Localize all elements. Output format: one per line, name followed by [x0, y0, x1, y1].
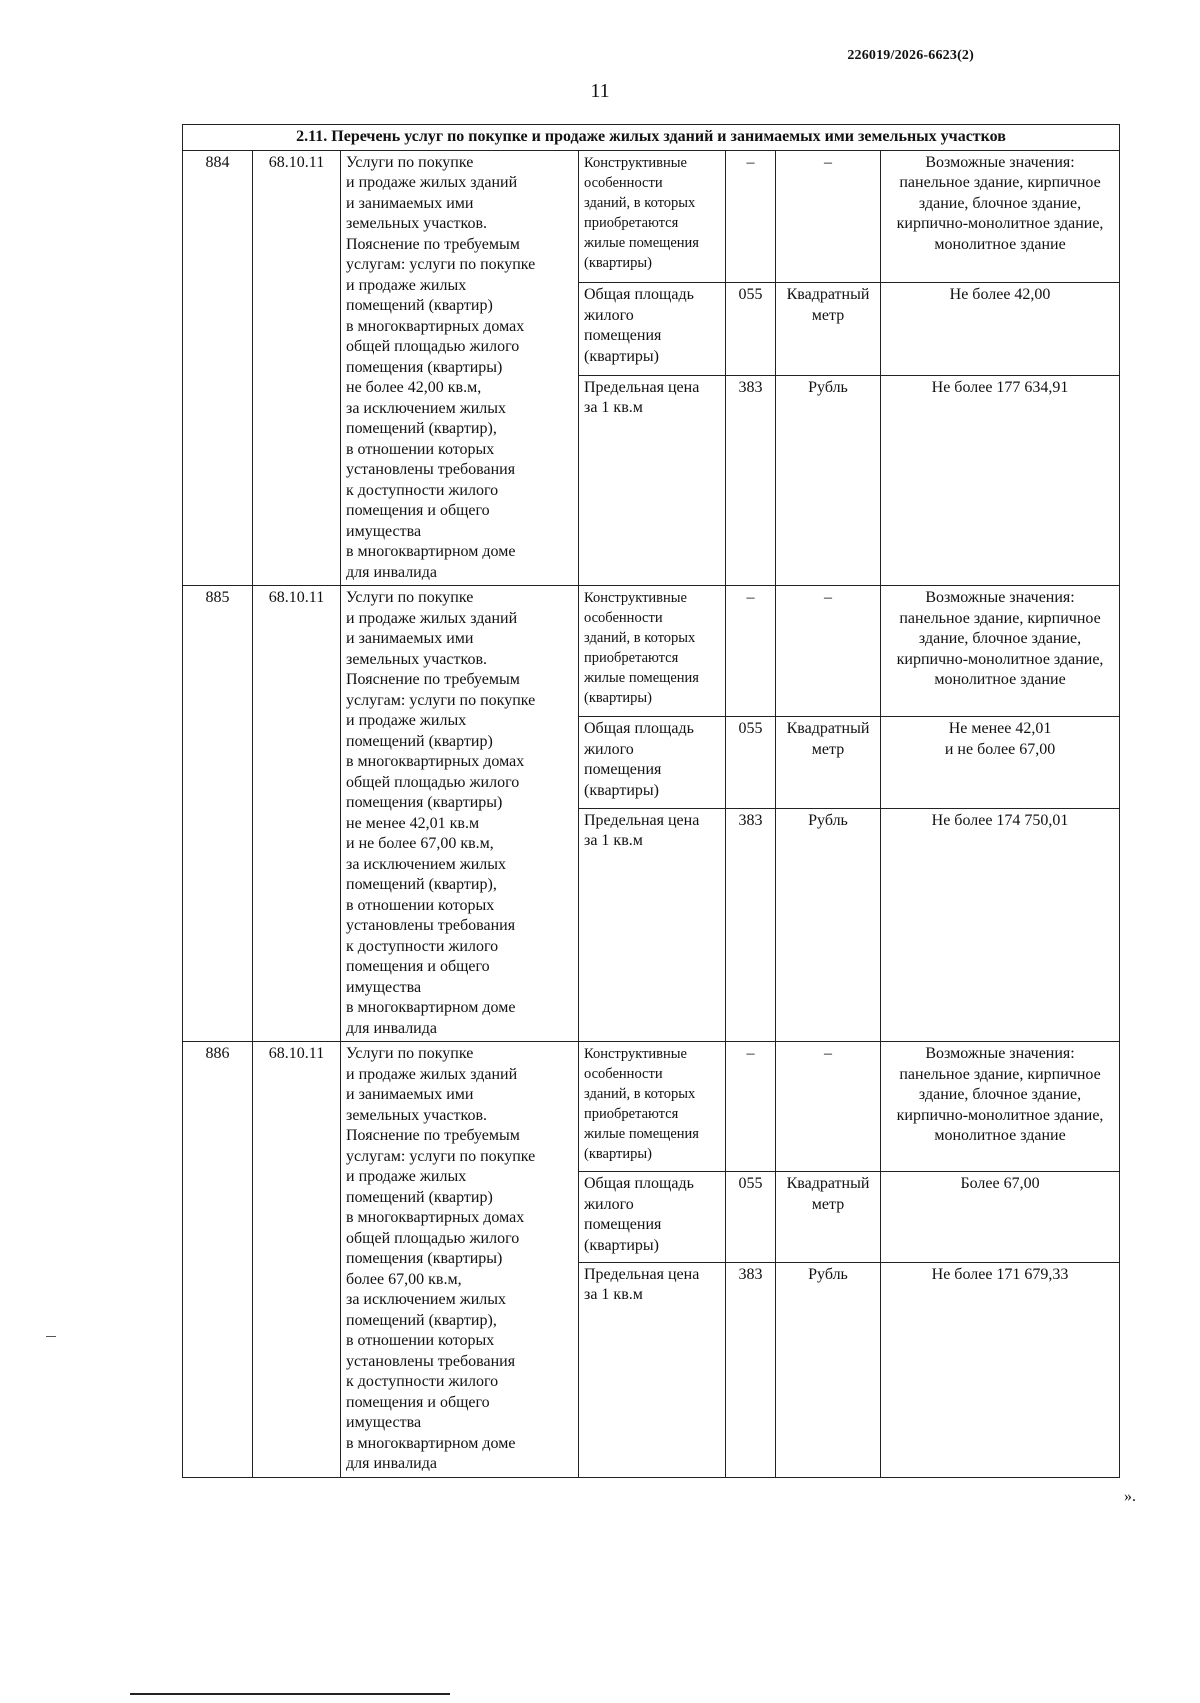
- services-table: [182, 124, 1120, 1478]
- closing-quote: ».: [1124, 1488, 1136, 1505]
- characteristic-name: Предельная цена за 1 кв.м: [579, 808, 726, 1041]
- row-number: 885: [183, 586, 253, 1042]
- unit-name: Квадратный метр: [776, 1172, 881, 1263]
- unit-name: –: [776, 1042, 881, 1172]
- characteristic-value: Более 67,00: [881, 1172, 1120, 1263]
- okei-code: 055: [726, 283, 776, 375]
- characteristic-name: Конструктивные особенности зданий, в которых приобретаются жилые помещения (квартиры): [579, 586, 726, 717]
- characteristic-name: Предельная цена за 1 кв.м: [579, 1262, 726, 1477]
- okei-code: 383: [726, 375, 776, 585]
- okei-code: 383: [726, 1262, 776, 1477]
- characteristic-value: Возможные значения: панельное здание, кирпичное здание, блочное здание, кирпично-монолитное здание, монолитное здание: [881, 150, 1120, 283]
- row-number: 886: [183, 1042, 253, 1478]
- okpd-code: 68.10.11: [253, 1042, 341, 1478]
- okei-code: 055: [726, 717, 776, 808]
- okpd-code: 68.10.11: [253, 586, 341, 1042]
- characteristic-name: Общая площадь жилого помещения (квартиры): [579, 283, 726, 375]
- characteristic-name: Конструктивные особенности зданий, в которых приобретаются жилые помещения (квартиры): [579, 150, 726, 283]
- characteristic-value: Не более 42,00: [881, 283, 1120, 375]
- characteristic-name: Предельная цена за 1 кв.м: [579, 375, 726, 585]
- unit-name: Квадратный метр: [776, 717, 881, 808]
- characteristic-value: Возможные значения: панельное здание, кирпичное здание, блочное здание, кирпично-монолитное здание, монолитное здание: [881, 586, 1120, 717]
- characteristic-value: Не более 171 679,33: [881, 1262, 1120, 1477]
- okpd-code: 68.10.11: [253, 150, 341, 586]
- characteristic-name: Конструктивные особенности зданий, в которых приобретаются жилые помещения (квартиры): [579, 1042, 726, 1172]
- margin-mark: [46, 1336, 56, 1337]
- service-description: Услуги по покупке и продаже жилых зданий и занимаемых ими земельных участков. Пояснение по требуемым услугам: услуги по покупке и продаже жилых помещений (квартир) в многоквартирных домах общей площадью жилого помещения (квартиры) более 67,00 кв.м, за исключением жилых помещений (квартир), в отношении которых установлены требования к доступности жилого помещения и общего имущества в многоквартирном доме для инвалида: [341, 1042, 579, 1478]
- unit-name: –: [776, 586, 881, 717]
- okei-code: 383: [726, 808, 776, 1041]
- okei-code: 055: [726, 1172, 776, 1263]
- page-number: 11: [590, 80, 610, 102]
- characteristic-value: Не более 177 634,91: [881, 375, 1120, 585]
- table-row: [183, 586, 1120, 717]
- unit-name: Квадратный метр: [776, 283, 881, 375]
- row-number: 884: [183, 150, 253, 586]
- characteristic-value: Не менее 42,01 и не более 67,00: [881, 717, 1120, 808]
- document-id: 226019/2026-6623(2): [847, 48, 974, 63]
- footer-line: [130, 1693, 450, 1695]
- okei-code: –: [726, 1042, 776, 1172]
- characteristic-value: Возможные значения: панельное здание, кирпичное здание, блочное здание, кирпично-монолитное здание, монолитное здание: [881, 1042, 1120, 1172]
- table-row: [183, 1042, 1120, 1172]
- characteristic-value: Не более 174 750,01: [881, 808, 1120, 1041]
- section-title: 2.11. Перечень услуг по покупке и продаже жилых зданий и занимаемых ими земельных участков: [183, 125, 1120, 151]
- characteristic-name: Общая площадь жилого помещения (квартиры): [579, 717, 726, 808]
- characteristic-name: Общая площадь жилого помещения (квартиры): [579, 1172, 726, 1263]
- unit-name: –: [776, 150, 881, 283]
- okei-code: –: [726, 586, 776, 717]
- section-title-row: [183, 125, 1120, 151]
- table-row: [183, 150, 1120, 283]
- service-description: Услуги по покупке и продаже жилых зданий и занимаемых ими земельных участков. Пояснение по требуемым услугам: услуги по покупке и продаже жилых помещений (квартир) в многоквартирных домах общей площадью жилого помещения (квартиры) не менее 42,01 кв.м и не более 67,00 кв.м, за исключением жилых помещений (квартир), в отношении которых установлены требования к доступности жилого помещения и общего имущества в многоквартирном доме для инвалида: [341, 586, 579, 1042]
- unit-name: Рубль: [776, 808, 881, 1041]
- service-description: Услуги по покупке и продаже жилых зданий и занимаемых ими земельных участков. Пояснение по требуемым услугам: услуги по покупке и продаже жилых помещений (квартир) в многоквартирных домах общей площадью жилого помещения (квартиры) не более 42,00 кв.м, за исключением жилых помещений (квартир), в отношении которых установлены требования к доступности жилого помещения и общего имущества в многоквартирном доме для инвалида: [341, 150, 579, 586]
- okei-code: –: [726, 150, 776, 283]
- unit-name: Рубль: [776, 375, 881, 585]
- unit-name: Рубль: [776, 1262, 881, 1477]
